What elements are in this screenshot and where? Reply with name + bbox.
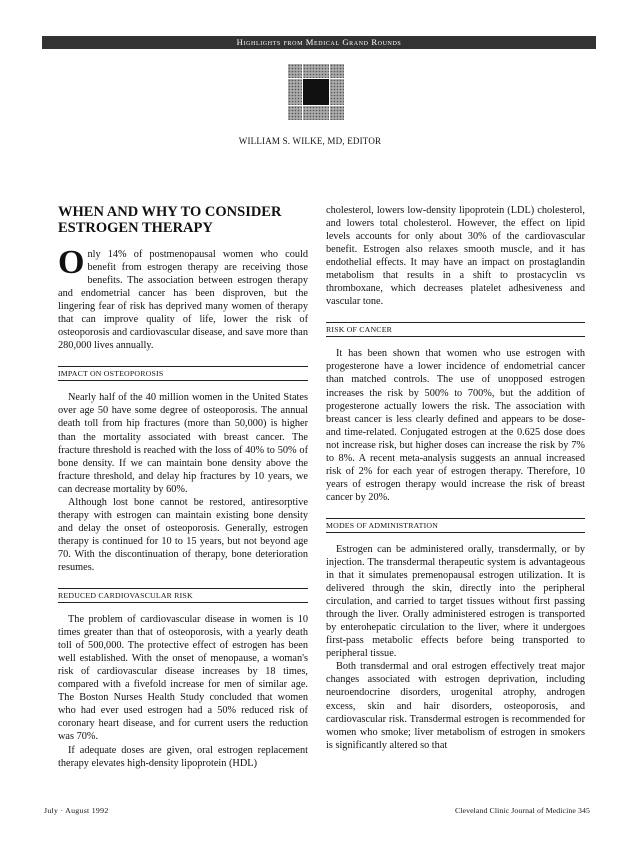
section-heading-cardiovascular: REDUCED CARDIOVASCULAR RISK bbox=[58, 588, 308, 603]
osteoporosis-paragraph-1: Nearly half of the 40 million women in the United States over age 50 have some degree of osteoporosis. The annual death toll from hip fractures (more than 50,000) is higher than the mortality associated with breast cancer. The fracture threshold is reached with the loss of 40% to 50% of bone density. If we can maintain bone density above the fracture threshold, and delay hip fractures by 10 years, we can decrease mortality by 60%. bbox=[58, 392, 308, 495]
drop-cap: O bbox=[58, 244, 85, 281]
section-heading-osteoporosis: IMPACT ON OSTEOPOROSIS bbox=[58, 366, 308, 381]
intro-paragraph bbox=[58, 244, 308, 352]
osteoporosis-paragraph-2: Although lost bone cannot be restored, antiresorptive therapy with estrogen can maintain existing bone density and delay the onset of osteoporosis. Generally, estrogen therapy is continued for 10 to 15 years, but not beyond age 70. With the discontinuation of therapy, bone deterioration resumes. bbox=[58, 496, 308, 573]
left-column bbox=[58, 204, 308, 770]
grand-rounds-logo bbox=[288, 64, 344, 120]
editor-credit: WILLIAM S. WILKE, MD, EDITOR bbox=[238, 136, 382, 146]
cardiovascular-paragraph-2: If adequate doses are given, oral estrogen replacement therapy elevates high-density lipoprotein (HDL) bbox=[58, 744, 308, 769]
cardiovascular-paragraph-2-continued: cholesterol, lowers low-density lipoprotein (LDL) cholesterol, and lowers total cholesterol. However, the effect on lipid levels accounts for only about 30% of the cardiovascular benefit. Estrogen also relaxes smooth muscle, and it has endothelial effects. It may have an impact on prostaglandin metabolism that results in a shift to prostacyclin vs thromboxane, which decreases platelet adhesiveness and vascular tone. bbox=[326, 205, 585, 308]
administration-paragraph-2: Both transdermal and oral estrogen effectively treat major changes associated with estrogen deprivation, including neuroendocrine disorders, urogenital atrophy, androgen excess, skin and hair disorders, osteoporosis, and cardiovascular risk. Transdermal estrogen is recommended for women who smoke; liver metabolism of estrogen in smokers is significantly altered so that bbox=[326, 661, 585, 751]
section-banner: Highlights from Medical Grand Rounds bbox=[42, 36, 596, 49]
intro-text: nly 14% of postmenopausal women who could benefit from estrogen therapy are receiving those benefits. The association between estrogen therapy and endometrial cancer has been disproven, but the lingering fear of risk has deprived many women of therapy that can improve quality of life, lower the risk of osteoporosis and cardiovascular disease, and save more than 280,000 lives annually. bbox=[58, 249, 308, 352]
footer-date: July · August 1992 bbox=[44, 806, 109, 815]
article-title: WHEN AND WHY TO CONSIDER ESTROGEN THERAPY bbox=[58, 204, 282, 236]
right-column bbox=[326, 204, 585, 752]
cancer-paragraph-1: It has been shown that women who use estrogen with progesterone have a lower incidence of endometrial cancer than matched controls. The use of unopposed estrogen increases the risk by 500% to 700%, but the addition of progesterone actually lowers the risk. The association with breast cancer is less clearly defined and appears to be dose- and time-related. Conjugated estrogen at the 0.625 dose does not increase risk, but higher doses can increase the risk by 7% to 8%. A recent meta-analysis suggests an annual increased risk of 2% for each year of estrogen therapy. Therefore, 10 years of estrogen therapy would increase the risk of breast cancer by 20%. bbox=[326, 348, 585, 503]
section-heading-administration: MODES OF ADMINISTRATION bbox=[326, 518, 585, 533]
footer-journal-page: Cleveland Clinic Journal of Medicine 345 bbox=[454, 806, 590, 815]
section-heading-cancer: RISK OF CANCER bbox=[326, 322, 585, 337]
cardiovascular-paragraph-1: The problem of cardiovascular disease in women is 10 times greater than that of osteoporosis, with a yearly death toll of 500,000. The protective effect of estrogen has been well established. With the onset of menopause, a woman's risk of cardiovascular disease increases by 18 times, compared with a fivefold increase for men of similar age. The Boston Nurses Health Study concluded that women who had ever used estrogen had a 50% reduced risk of coronary heart disease, and for current users the reduction was 70%. bbox=[58, 614, 308, 743]
administration-paragraph-1: Estrogen can be administered orally, transdermally, or by injection. The transdermal therapeutic system is advantageous in that it simulates premenopausal estrogen utilization. It is delivered through the skin, directly into the peripheral circulation, and carried to target tissues without first passing through the liver. Orally administered estrogen is transported by enterohepatic circulation to the liver, where it undergoes first-pass metabolic effects before being transported to peripheral tissue. bbox=[326, 543, 585, 660]
